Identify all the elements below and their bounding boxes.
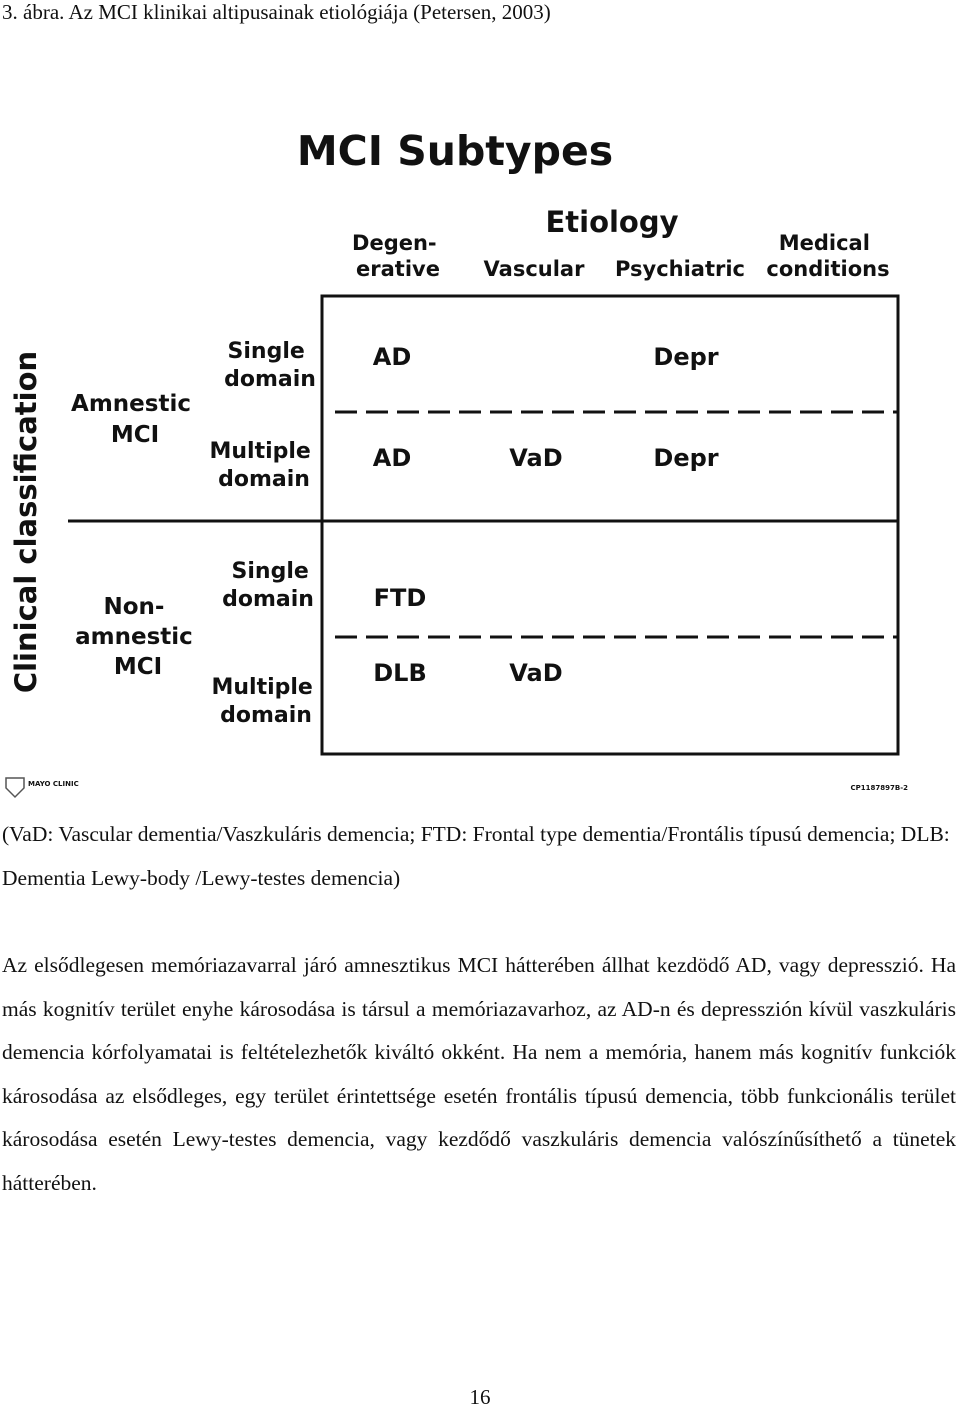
abbreviation-legend: (VaD: Vascular dementia/Vaszkuláris demencia; FTD: Frontal type dementia/Frontális típusú demencia; DLB: Dementia Lewy-body /Lewy-testes demencia)	[2, 822, 950, 890]
group-amnestic-mci: Amnestic MCI	[71, 391, 191, 448]
cell-r3-degenerative: FTD	[373, 584, 427, 612]
cell-r2-vascular: VaD	[509, 444, 563, 472]
group-nonamnestic-mci: Non- amnestic MCI	[75, 594, 193, 680]
etiology-label: Etiology	[545, 205, 679, 239]
cell-r2-psychiatric: Depr	[653, 444, 719, 472]
column-header-psychiatric: Psychiatric	[614, 257, 746, 281]
row-label-amnestic-multiple: Multiple domain	[209, 439, 311, 492]
mayo-clinic-logo	[6, 778, 79, 797]
figure-caption: 3. ábra. Az MCI klinikai altipusainak etiológiája (Petersen, 2003)	[2, 0, 551, 24]
cell-r1-degenerative: AD	[372, 343, 412, 371]
logo-text: MAYO CLINIC	[28, 780, 79, 788]
page-number: 16	[469, 1385, 491, 1409]
row-label-amnestic-single: Single domain	[224, 339, 316, 392]
column-header-vascular: Vascular	[483, 257, 585, 281]
row-label-nonamnestic-multiple: Multiple domain	[211, 675, 313, 728]
cell-r1-psychiatric: Depr	[653, 343, 719, 371]
cell-r2-degenerative: AD	[372, 444, 412, 472]
cell-r4-vascular: VaD	[509, 659, 563, 687]
clinical-classification-label: Clinical classification	[9, 350, 43, 694]
column-header-degenerative: Degen- erative	[352, 231, 440, 281]
cell-r4-degenerative: DLB	[373, 659, 427, 687]
figure-code: CP1187897B-2	[850, 784, 908, 792]
column-header-medical: Medical conditions	[766, 231, 890, 281]
body-paragraph: Az elsődlegesen memóriazavarral járó amnesztikus MCI hátterében állhat kezdödő AD, vagy depresszió. Ha más kognitív terület enyhe károsodása is társul a memóriazavarhoz, az AD-n és depresszión kívül vaszkuláris demencia kórfolyamatai is feltételezhetők kiváltó okként. Ha nem a memória, hanem más kognitív funkciók károsodása az elsődleges, egy terület érintettsége esetén frontális típusú demencia, több funkcionális terület károsodása esetén Lewy-testes demencia, vagy kezdődő vaszkuláris demencia valószínűsíthető a tünetek hátterében.	[2, 953, 956, 1195]
row-label-nonamnestic-single: Single domain	[222, 559, 314, 612]
figure-title: MCI Subtypes	[296, 127, 614, 175]
